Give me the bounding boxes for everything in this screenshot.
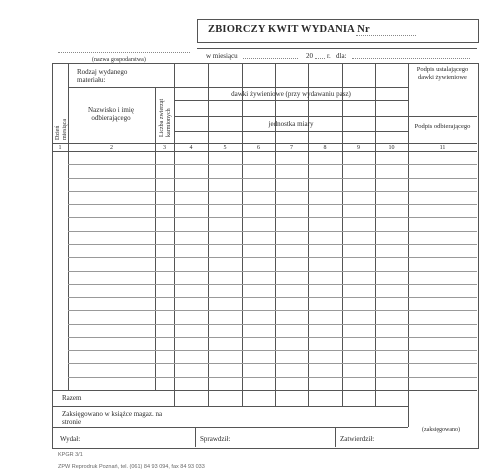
count-label: Liczba zwierząt karmionych: [159, 98, 172, 137]
publisher-info: ZPW Reprodruk Poznań, tel. (061) 84 93 094, fax 84 93 033: [58, 464, 205, 470]
col-line-6: [275, 63, 276, 406]
table-row-line: [68, 244, 477, 245]
booked-label: Zaksięgowano w książce magaz. na stronie: [62, 410, 163, 426]
col-number: 2: [110, 145, 113, 151]
year-prefix: 20: [306, 52, 313, 60]
col-number: 8: [323, 145, 327, 151]
header-line-unit-a: [174, 116, 408, 117]
col-number: 4: [189, 145, 193, 151]
col-number: 1: [58, 145, 62, 151]
month-row-top: [197, 48, 477, 49]
col-line-9: [375, 63, 376, 406]
sign-div-2: [335, 427, 336, 447]
total-row-top: [52, 390, 477, 391]
approved-label: Zatwierdził:: [340, 435, 375, 443]
table-row-line: [68, 377, 477, 378]
table-row-line: [68, 297, 477, 298]
header-line-sign: [408, 116, 477, 117]
table-row-line: [68, 284, 477, 285]
col-line-name: [155, 87, 156, 390]
col-number: 10: [388, 145, 395, 151]
form-code: KPGR 3/1: [58, 452, 83, 458]
month-dots: [243, 58, 298, 59]
table-row-line: [68, 324, 477, 325]
header-line-unit-b: [174, 131, 408, 132]
unit-label: jednostka miary: [268, 120, 314, 128]
header-line-doses-b: [174, 100, 408, 101]
col-number: 7: [290, 145, 293, 151]
table-row-line: [68, 191, 477, 192]
col-line-5: [242, 63, 243, 406]
col-number: 9: [357, 145, 360, 151]
table-row-line: [68, 204, 477, 205]
total-label: Razem: [62, 394, 82, 402]
sign-row-top: [52, 427, 408, 428]
sign-receiver-label: Podpis odbierającego: [414, 123, 471, 130]
days-label: Dzień miesiąca: [55, 119, 68, 140]
table-row-line: [68, 350, 477, 351]
checked-label: Sprawdził:: [200, 435, 231, 443]
table-row-line: [68, 363, 477, 364]
header-line-material: [68, 87, 174, 88]
year-dots: [315, 58, 325, 59]
name-label: Nazwisko i imię odbierającego: [88, 106, 134, 122]
table-row-line: [68, 231, 477, 232]
table-row-line: [68, 217, 477, 218]
for-label: dla:: [336, 52, 347, 60]
company-line: [58, 52, 190, 53]
col-line-8: [342, 63, 343, 406]
year-suffix: r.: [327, 52, 331, 60]
month-label: w miesiącu: [206, 52, 238, 60]
col-line-days: [68, 63, 69, 390]
col-number: 3: [163, 145, 166, 151]
table-row-line: [68, 164, 477, 165]
doses-label: dawki żywieniowe (przy wydawaniu pasz): [231, 90, 351, 98]
company-caption: (nazwa gospodarstwa): [92, 57, 146, 63]
booked-row-top: [52, 406, 408, 407]
col-number: 5: [223, 145, 227, 151]
title-number-dots: [356, 35, 416, 36]
for-dots: [352, 58, 470, 59]
col-line-10: [408, 63, 409, 427]
form-title: ZBIORCZY KWIT WYDANIA Nr: [208, 24, 370, 35]
table-row-line: [68, 178, 477, 179]
booked-caption: (zaksięgowano): [422, 427, 460, 433]
issued-label: Wydał:: [60, 435, 81, 443]
material-label: Rodzaj wydanego materiału:: [77, 68, 128, 84]
table-row-line: [68, 310, 477, 311]
sign-setter-label: Podpis ustalającego dawki żywieniowe: [416, 66, 469, 81]
col-number: 11: [439, 145, 446, 151]
sign-div-1: [195, 427, 196, 447]
col-line-7: [308, 63, 309, 406]
header-line-doses-a: [174, 87, 408, 88]
table-row-line: [68, 271, 477, 272]
col-line-4: [208, 63, 209, 406]
table-row-line: [68, 257, 477, 258]
table-row-line: [68, 337, 477, 338]
col-number: 6: [257, 145, 260, 151]
col-line-count: [174, 63, 175, 406]
